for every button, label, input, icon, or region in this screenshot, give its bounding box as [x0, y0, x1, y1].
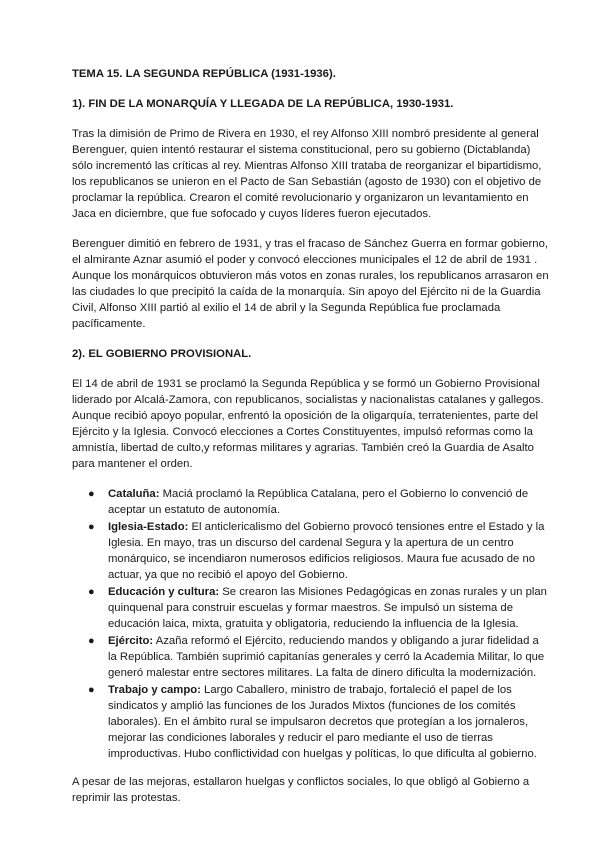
- list-item-educacion: [88, 584, 550, 632]
- reform-list: [72, 486, 550, 762]
- list-item-text: El anticlericalismo del Gobierno provocó tensiones entre el Estado y la Iglesia. En mayo, tras un discurso del cardenal Segura y la apertura de un centro monárquico, se incendiaron numerosos edificios religiosos. Maura fue acusado de no actuar, ya que no recibió el apoyo del Gobierno.: [108, 521, 545, 581]
- list-item-cataluna: [88, 486, 550, 518]
- section-1-paragraph-2: Berenguer dimitió en febrero de 1931, y tras el fracaso de Sánchez Guerra en formar gobierno, el almirante Aznar asumió el poder y convocó elecciones municipales el 12 de abril de 1931 . Aunque los monárquicos obtuvieron más votos en zonas rurales, los republicanos arrasaron en las ciudades lo que precipitó la caída de la monarquía. Sin apoyo del Ejército ni de la Guardia Civil, Alfonso XIII partió al exilio el 14 de abril y la Segunda República fue proclamada pacíficamente.: [72, 238, 549, 330]
- document-title: TEMA 15. LA SEGUNDA REPÚBLICA (1931-1936).: [72, 68, 336, 80]
- list-item-iglesia-estado: [88, 519, 550, 583]
- section-2-heading: 2). EL GOBIERNO PROVISIONAL.: [72, 348, 252, 360]
- bullet-icon: ●: [88, 684, 95, 696]
- bullet-icon: ●: [88, 521, 95, 533]
- list-item-label: Iglesia-Estado:: [108, 521, 189, 533]
- bullet-icon: ●: [88, 635, 95, 647]
- bullet-icon: ●: [88, 586, 95, 598]
- list-item-text: Largo Caballero, ministro de trabajo, fortaleció el papel de los sindicatos y amplió las funciones de los Jurados Mixtos (funciones de los comités laborales). En el ámbito rural se impulsaron decretos que protegían a los jornaleros, mejorar las condiciones laborales y reducir el paro mediante el uso de tierras improductivas. Hubo conflictividad con huelgas y políticas, lo que dificulta al gobierno.: [108, 684, 537, 760]
- list-item-text: Maciá proclamó la República Catalana, pero el Gobierno lo convenció de aceptar un estatuto de autonomía.: [108, 488, 529, 516]
- section-1-heading: 1). FIN DE LA MONARQUÍA Y LLEGADA DE LA REPÚBLICA, 1930-1931.: [72, 98, 454, 110]
- section-2-closing: A pesar de las mejoras, estallaron huelgas y conflictos sociales, lo que obligó al Gobierno a reprimir las protestas.: [72, 776, 530, 804]
- list-item-text: Se crearon las Misiones Pedagógicas en zonas rurales y un plan quinquenal para construir escuelas y formar maestros. Se impulsó un sistema de educación laica, mixta, gratuita y obligatoria, reduciendo la influencia de la Iglesia.: [108, 586, 547, 630]
- list-item-label: Educación y cultura:: [108, 586, 220, 598]
- bullet-icon: ●: [88, 488, 95, 500]
- list-item-trabajo-campo: [88, 682, 550, 762]
- list-item-text: Azaña reformó el Ejército, reduciendo mandos y obligando a jurar fidelidad a la República. También suprimió capitanías generales y cerró la Academia Militar, lo que generó malestar entre sectores militares. La falta de dinero dificulta la modernización.: [108, 635, 545, 679]
- section-1-paragraph-1: Tras la dimisión de Primo de Rivera en 1930, el rey Alfonso XIII nombró presidente al general Berenguer, quien intentó restaurar el sistema constitucional, pero su gobierno (Dictablanda) sólo incrementó las críticas al rey. Mientras Alfonso XIII trataba de reorganizar el bipartidismo, los republicanos se unieron en el Pacto de San Sebastián (agosto de 1930) con el objetivo de proclamar la república. Crearon el comité revolucionario y organizaron un levantamiento en Jaca en diciembre, que fue sofocado y cuyos líderes fueron ejecutados.: [72, 128, 542, 220]
- list-item-ejercito: [88, 633, 550, 681]
- list-item-label: Trabajo y campo:: [108, 684, 201, 696]
- list-item-label: Cataluña:: [108, 488, 160, 500]
- list-item-label: Ejército:: [108, 635, 154, 647]
- section-2-intro: El 14 de abril de 1931 se proclamó la Segunda República y se formó un Gobierno Provisional liderado por Alcalá-Zamora, con republicanos, socialistas y nacionalistas catalanes y gallegos. Aunque recibió apoyo popular, enfrentó la oposición de la oligarquía, terratenientes, parte del Ejército y la Iglesia. Convocó elecciones a Cortes Constituyentes, impulsó reformas como la amnistía, libertad de culto,y reformas militares y agrarias. También creó la Guardia de Asalto para mantener el orden.: [72, 378, 544, 470]
